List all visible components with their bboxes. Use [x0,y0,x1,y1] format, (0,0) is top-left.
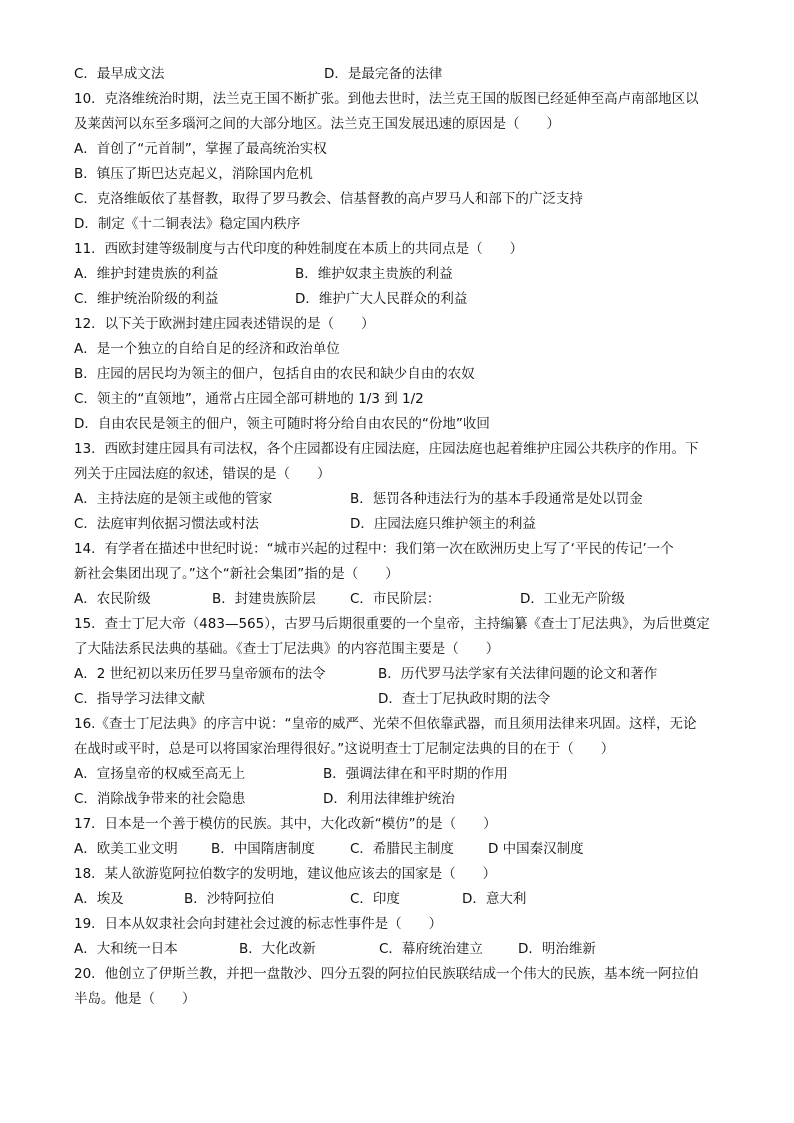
q13-options-row-1 [74,487,724,512]
q14-option-b: B．封建贵族阶层 [212,591,316,607]
q10-option-b: B．镇压了斯巴达克起义，消除国内危机 [74,166,313,182]
q15-options-row-2 [74,687,724,712]
q11-option-b: B．维护奴隶主贵族的利益 [295,266,453,282]
q14-option-d: D．工业无产阶级 [520,591,625,607]
q13-option-b: B．惩罚各种违法行为的基本手段通常是处以罚金 [350,491,643,507]
q18-option-c: C．印度 [350,891,400,907]
q20-stem-line-2: 半岛。他是（ ） [74,991,196,1007]
q19-option-d: D．明治维新 [518,941,596,957]
q18-stem: 18．某人欲游览阿拉伯数字的发明地，建议他应该去的国家是（ ） [74,866,497,882]
q15-option-a: A．2 世纪初以来历任罗马皇帝颁布的法令 [74,666,326,682]
q13-option-d: D．庄园法庭只维护领主的利益 [350,516,536,532]
question-11 [74,237,724,312]
q16-stem-line-1: 16.《查士丁尼法典》的序言中说：“皇帝的威严、光荣不但依靠武器，而且须用法律来巩固。这样，无论 [74,716,697,732]
q10-option-d: D．制定《十二铜表法》稳定国内秩序 [74,216,301,232]
q16-options-row-1 [74,762,724,787]
q16-option-a: A．宣扬皇帝的权威至高无上 [74,766,246,782]
q12-option-b: B．庄园的居民均为领主的佃户，包括自由的农民和缺少自由的农奴 [74,366,475,382]
q13-stem-line-2: 列关于庄园法庭的叙述，错误的是（ ） [74,466,331,482]
q17-option-c: C．希腊民主制度 [350,841,454,857]
q13-stem-line-1: 13．西欧封建庄园具有司法权，各个庄园都设有庄园法庭，庄园法庭也起着维护庄园公共秩序的作用。下 [74,441,699,457]
q19-options [74,937,724,962]
q16-option-d: D．利用法律维护统治 [323,791,455,807]
q14-stem-line-1: 14．有学者在描述中世纪时说：“城市兴起的过程中：我们第一次在欧洲历史上写了‘平民的传记’一个 [74,541,674,557]
q12-option-a: A．是一个独立的自给自足的经济和政治单位 [74,341,340,357]
q19-option-c: C．幕府统治建立 [379,941,483,957]
q18-options [74,887,724,912]
q9-options [74,62,724,87]
q19-stem: 19．日本从奴隶社会向封建社会过渡的标志性事件是（ ） [74,916,443,932]
question-18 [74,862,724,912]
q13-option-c: C．法庭审判依据习惯法或村法 [74,516,259,532]
q17-option-d: D 中国秦汉制度 [488,841,584,857]
q10-option-a: A．首创了“元首制”，掌握了最高统治实权 [74,141,327,157]
q18-option-b: B．沙特阿拉伯 [184,891,275,907]
question-14 [74,537,724,612]
q11-stem: 11．西欧封建等级制度与古代印度的种姓制度在本质上的共同点是（ ） [74,241,524,257]
q15-options-row-1 [74,662,724,687]
question-20 [74,962,724,1012]
q11-option-d: D．维护广大人民群众的利益 [295,291,468,307]
q12-stem: 12．以下关于欧洲封建庄园表述错误的是（ ） [74,316,375,332]
question-10 [74,87,724,237]
question-19 [74,912,724,962]
q15-option-c: C．指导学习法律文献 [74,691,205,707]
q15-stem-line-1: 15．查士丁尼大帝（483—565），古罗马后期很重要的一个皇帝，主持编纂《查士丁尼法典》，为后世奠定 [74,616,710,632]
question-15 [74,612,724,712]
q9-option-d: D．是最完备的法律 [324,66,443,82]
q17-options [74,837,724,862]
q18-option-d: D．意大利 [462,891,527,907]
q14-options [74,587,724,612]
q15-option-d: D．查士丁尼执政时期的法令 [378,691,551,707]
q11-options-row-1 [74,262,724,287]
q17-stem: 17．日本是一个善于模仿的民族。其中，大化改新“模仿”的是（ ） [74,816,497,832]
question-12 [74,312,724,437]
q9-option-c: C．最早成文法 [74,66,165,82]
q14-stem-line-2: 新社会集团出现了。”这个“新社会集团”指的是（ ） [74,566,399,582]
question-16 [74,712,724,812]
q11-option-c: C．维护统治阶级的利益 [74,291,219,307]
q10-stem-line-2: 及莱茵河以东至多瑙河之间的大部分地区。法兰克王国发展迅速的原因是（ ） [74,116,560,132]
q14-option-c: C．市民阶层： [350,591,441,607]
q12-option-d: D．自由农民是领主的佃户，领主可随时将分给自由农民的“份地”收回 [74,416,490,432]
q15-option-b: B．历代罗马法学家有关法律问题的论文和著作 [378,666,658,682]
q16-option-b: B．强调法律在和平时期的作用 [323,766,508,782]
q16-options-row-2 [74,787,724,812]
q17-option-b: B．中国隋唐制度 [211,841,315,857]
q18-option-a: A．埃及 [74,891,124,907]
q17-option-a: A．欧美工业文明 [74,841,178,857]
q13-options-row-2 [74,512,724,537]
q19-option-a: A．大和统一日本 [74,941,178,957]
q11-options-row-2 [74,287,724,312]
question-17 [74,812,724,862]
q15-stem-line-2: 了大陆法系民法典的基础。《查士丁尼法典》的内容范围主要是（ ） [74,641,500,657]
q12-option-c: C．领主的“直领地”，通常占庄园全部可耕地的 1/3 到 1/2 [74,391,424,407]
q16-option-c: C．消除战争带来的社会隐患 [74,791,246,807]
q16-stem-line-2: 在战时或平时，总是可以将国家治理得很好。”这说明查士丁尼制定法典的目的在于（ ） [74,741,615,757]
q14-option-a: A．农民阶级 [74,591,151,607]
q10-option-c: C．克洛维皈依了基督教，取得了罗马教会、信基督教的高卢罗马人和部下的广泛支持 [74,191,583,207]
q10-stem-line-1: 10．克洛维统治时期，法兰克王国不断扩张。到他去世时，法兰克王国的版图已经延伸至高卢南部地区以 [74,91,699,107]
q11-option-a: A．维护封建贵族的利益 [74,266,219,282]
q13-option-a: A．主持法庭的是领主或他的管家 [74,491,273,507]
q19-option-b: B．大化改新 [239,941,316,957]
question-list [74,62,724,1012]
q20-stem-line-1: 20．他创立了伊斯兰教，并把一盘散沙、四分五裂的阿拉伯民族联结成一个伟大的民族，基本统一阿拉伯 [74,966,699,982]
question-13 [74,437,724,537]
